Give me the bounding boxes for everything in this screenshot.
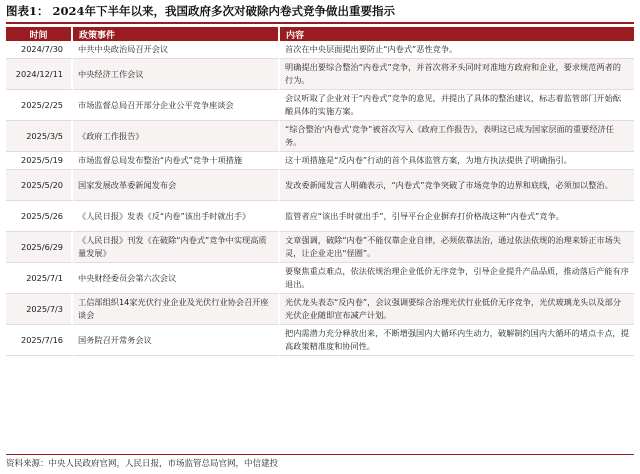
event-cell: 工信部组织14家光伏行业企业及光伏行业协会召开座谈会	[73, 294, 280, 325]
event-cell: 《人民日报》发表《反“内卷”该出手时就出手》	[73, 201, 280, 232]
event-cell: 中央财经委员会第六次会议	[73, 263, 280, 294]
content-cell: 要聚焦重点难点，依法依规治理企业低价无序竞争，引导企业提升产品品质，推动落后产能有序退出。	[280, 263, 634, 294]
content-cell: 监管者应“该出手时就出手”，引导平台企业摒弃打价格战这种“内卷式”竞争。	[280, 201, 634, 232]
event-cell: 市场监督总局召开部分企业公平竞争座谈会	[73, 90, 280, 121]
content-cell: 首次在中央层面提出要防止“内卷式”恶性竞争。	[280, 41, 634, 59]
date-cell: 2025/5/19	[6, 152, 73, 170]
table-row	[6, 325, 634, 356]
event-cell: 中共中央政治局召开会议	[73, 41, 280, 59]
source-note: 资料来源：中央人民政府官网，人民日报，市场监管总局官网，中信建投	[6, 459, 279, 469]
date-cell: 2024/7/30	[6, 41, 73, 59]
content-cell: 会议听取了企业对于“内卷式”竞争的意见，并提出了具体的整治建议，标志着监管部门开始酝酿具体的实施方案。	[280, 90, 634, 121]
table-row	[6, 121, 634, 152]
event-cell: 市场监督总局发布整治“内卷式”竞争十项措施	[73, 152, 280, 170]
policy-table	[6, 27, 634, 356]
title-rule	[6, 22, 634, 24]
content-cell: 发改委新闻发言人明确表示，“内卷式”竞争突破了市场竞争的边界和底线，必须加以整治。	[280, 170, 634, 201]
date-cell: 2025/5/26	[6, 201, 73, 232]
date-cell: 2025/7/1	[6, 263, 73, 294]
table-row	[6, 90, 634, 121]
header-content: 内容	[280, 27, 634, 41]
table-row	[6, 170, 634, 201]
content-cell: 光伏龙头表态“反内卷”，会议强调要综合治理光伏行业低价无序竞争，光伏玻璃龙头以及部分光伏企业随即宣布减产计划。	[280, 294, 634, 325]
footer-rule	[6, 454, 634, 455]
header-time: 时间	[6, 27, 73, 41]
content-cell: 明确提出要综合整治“内卷式”竞争，并首次将矛头同时对准地方政府和企业，要求规范两者的行为。	[280, 59, 634, 90]
date-cell: 2025/5/20	[6, 170, 73, 201]
content-cell: 文章强调，破除“内卷”不能仅靠企业自律，必须依靠法治，通过依法依规的治理来矫正市场失灵，让企业走出“怪圈”。	[280, 232, 634, 263]
event-cell: 《政府工作报告》	[73, 121, 280, 152]
date-cell: 2024/12/11	[6, 59, 73, 90]
table-row	[6, 152, 634, 170]
content-cell: 把内需潜力充分释放出来，不断增强国内大循环内生动力，破解制约国内大循环的堵点卡点，提高政策精准度和协同性。	[280, 325, 634, 356]
event-cell: 中央经济工作会议	[73, 59, 280, 90]
date-cell: 2025/2/25	[6, 90, 73, 121]
table-row	[6, 201, 634, 232]
date-cell: 2025/3/5	[6, 121, 73, 152]
table-row	[6, 59, 634, 90]
event-cell: 国务院召开常务会议	[73, 325, 280, 356]
table-row	[6, 294, 634, 325]
date-cell: 2025/6/29	[6, 232, 73, 263]
table-header-row	[6, 27, 634, 41]
figure-title: 图表1： 2024年下半年以来，我国政府多次对破除内卷式竞争做出重要指示	[6, 4, 396, 18]
content-cell: 这十项措施是“反内卷”行动的首个具体监管方案，为地方执法提供了明确指引。	[280, 152, 634, 170]
content-cell: “综合整治‘内卷式’竞争”被首次写入《政府工作报告》，表明这已成为国家层面的重要经济任务。	[280, 121, 634, 152]
event-cell: 《人民日报》刊发《在破除“内卷式”竞争中实现高质量发展》	[73, 232, 280, 263]
event-cell: 国家发展改革委新闻发布会	[73, 170, 280, 201]
date-cell: 2025/7/16	[6, 325, 73, 356]
header-event: 政策事件	[73, 27, 280, 41]
table-row	[6, 232, 634, 263]
date-cell: 2025/7/3	[6, 294, 73, 325]
table-row	[6, 263, 634, 294]
table-row	[6, 41, 634, 59]
